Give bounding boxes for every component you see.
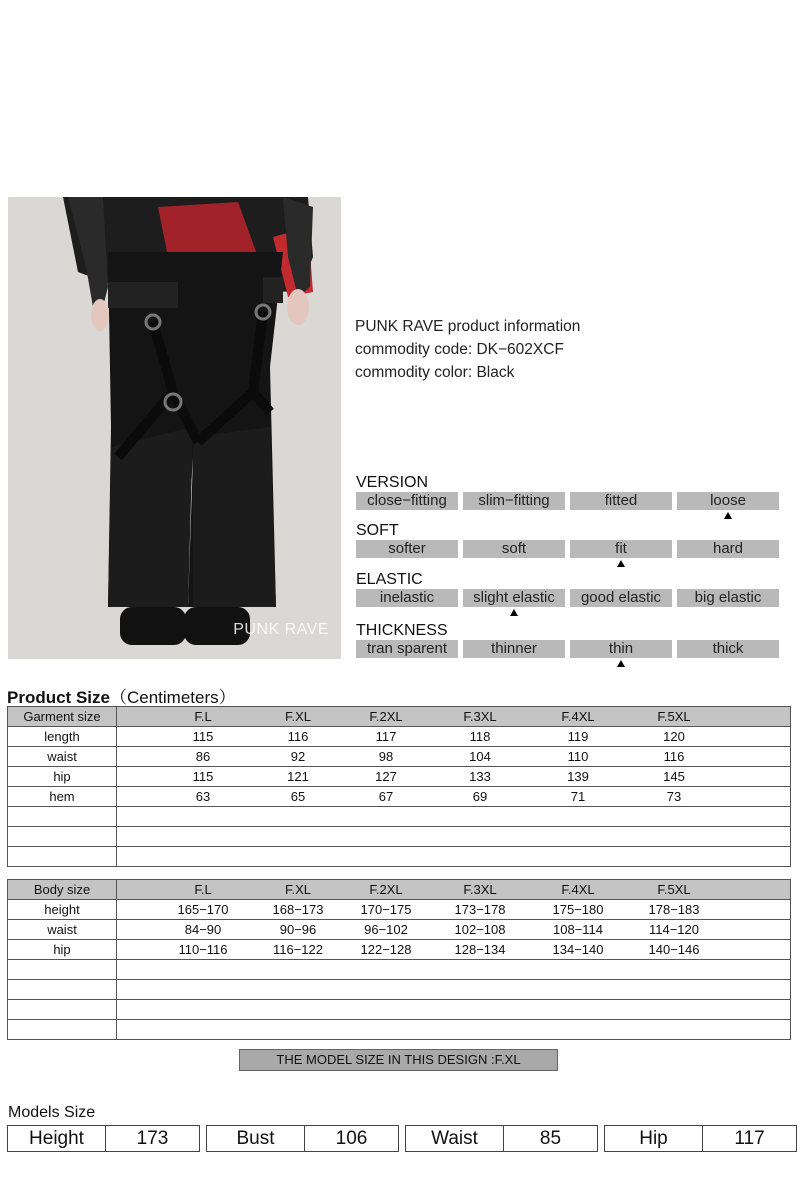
size-value: 133 bbox=[469, 769, 491, 784]
models-size-row bbox=[7, 1125, 797, 1152]
selected-marker-icon bbox=[617, 660, 625, 667]
model-measure-value: 173 bbox=[136, 1128, 169, 1149]
size-value: 128−134 bbox=[454, 942, 506, 957]
row-label: hem bbox=[8, 787, 117, 807]
product-size-title bbox=[7, 683, 236, 708]
size-value: 139 bbox=[567, 769, 589, 784]
attribute-option: hard bbox=[677, 540, 779, 558]
size-value: F.4XL bbox=[561, 882, 595, 897]
attribute-option: tran sparent bbox=[356, 640, 458, 658]
empty-cell bbox=[117, 827, 791, 847]
size-value: 71 bbox=[570, 789, 586, 804]
attribute-option: slight elastic bbox=[463, 589, 565, 607]
row-label: height bbox=[8, 900, 117, 920]
model-measure-group bbox=[206, 1125, 399, 1152]
model-measure-group bbox=[405, 1125, 598, 1152]
row-label: waist bbox=[8, 920, 117, 940]
table-row bbox=[8, 900, 791, 920]
size-value: 102−108 bbox=[454, 922, 506, 937]
table-row bbox=[8, 807, 791, 827]
table-row bbox=[8, 960, 791, 980]
info-color-line: commodity color: Black bbox=[355, 364, 515, 381]
size-value: 120 bbox=[663, 729, 685, 744]
size-value: F.3XL bbox=[463, 709, 497, 724]
size-value: 116−122 bbox=[272, 942, 324, 957]
row-label bbox=[8, 827, 117, 847]
attribute-option: thinner bbox=[463, 640, 565, 658]
table-row bbox=[8, 727, 791, 747]
model-measure-group bbox=[604, 1125, 797, 1152]
size-value: 116 bbox=[663, 749, 685, 764]
size-value: 86 bbox=[195, 749, 211, 764]
row-label: hip bbox=[8, 940, 117, 960]
attribute-title: ELASTIC bbox=[356, 571, 423, 588]
row-label bbox=[8, 1000, 117, 1020]
size-value: 122−128 bbox=[360, 942, 412, 957]
attribute-title: THICKNESS bbox=[356, 622, 448, 639]
attribute-option: thick bbox=[677, 640, 779, 658]
size-value: F.XL bbox=[284, 709, 312, 724]
garment-size-table bbox=[7, 706, 791, 867]
size-value: 178−183 bbox=[648, 902, 700, 917]
size-value: 115 bbox=[192, 729, 214, 744]
empty-cell bbox=[117, 1020, 791, 1040]
size-value: 92 bbox=[290, 749, 306, 764]
size-value: 67 bbox=[378, 789, 394, 804]
info-code-line: commodity code: DK−602XCF bbox=[355, 341, 564, 358]
attribute-option: big elastic bbox=[677, 589, 779, 607]
attribute-option: fit bbox=[570, 540, 672, 558]
size-value: 110−116 bbox=[178, 942, 228, 957]
row-label: hip bbox=[8, 767, 117, 787]
model-measure-group bbox=[7, 1125, 200, 1152]
attribute-option: thin bbox=[570, 640, 672, 658]
row-label bbox=[8, 847, 117, 867]
empty-cell bbox=[117, 847, 791, 867]
size-value: 117 bbox=[375, 729, 397, 744]
table-header-label: Garment size bbox=[8, 707, 117, 727]
size-value: 175−180 bbox=[552, 902, 604, 917]
table-row bbox=[8, 940, 791, 960]
attribute-option: slim−fitting bbox=[463, 492, 565, 510]
table-header-label: Body size bbox=[8, 880, 117, 900]
table-row bbox=[8, 980, 791, 1000]
size-value: 98 bbox=[378, 749, 394, 764]
size-value: 63 bbox=[195, 789, 211, 804]
size-value: 115 bbox=[192, 769, 214, 784]
product-size-unit: （Centimeters） bbox=[109, 688, 236, 707]
row-label bbox=[8, 960, 117, 980]
attribute-option: softer bbox=[356, 540, 458, 558]
size-value: F.5XL bbox=[657, 882, 691, 897]
selected-marker-icon bbox=[724, 512, 732, 519]
info-brand-line: PUNK RAVE product information bbox=[355, 318, 581, 335]
size-value: F.XL bbox=[284, 882, 312, 897]
product-photo bbox=[8, 197, 341, 659]
empty-cell bbox=[117, 1000, 791, 1020]
attribute-option: close−fitting bbox=[356, 492, 458, 510]
attribute-option: soft bbox=[463, 540, 565, 558]
row-label: waist bbox=[8, 747, 117, 767]
row-label bbox=[8, 807, 117, 827]
empty-cell bbox=[117, 960, 791, 980]
attribute-title: SOFT bbox=[356, 522, 399, 539]
size-value: 73 bbox=[666, 789, 682, 804]
models-size-title: Models Size bbox=[8, 1104, 96, 1121]
model-measure-value: 85 bbox=[539, 1128, 562, 1149]
model-size-note: THE MODEL SIZE IN THIS DESIGN :F.XL bbox=[239, 1049, 558, 1071]
product-info bbox=[355, 315, 580, 384]
model-measure-value: 117 bbox=[734, 1128, 765, 1149]
size-value: 108−114 bbox=[552, 922, 604, 937]
row-label bbox=[8, 1020, 117, 1040]
size-value: 65 bbox=[290, 789, 306, 804]
attribute-scale bbox=[356, 589, 779, 607]
size-value: 127 bbox=[375, 769, 397, 784]
table-row bbox=[8, 847, 791, 867]
size-value: 110 bbox=[567, 749, 589, 764]
table-header-row bbox=[8, 707, 791, 727]
size-value: 121 bbox=[287, 769, 309, 784]
model-measure-label: Bust bbox=[207, 1126, 305, 1151]
photo-watermark: PUNK RAVE bbox=[233, 621, 329, 638]
size-value: 90−96 bbox=[279, 922, 317, 937]
size-value: 104 bbox=[469, 749, 491, 764]
attribute-option: good elastic bbox=[570, 589, 672, 607]
size-value: F.4XL bbox=[561, 709, 595, 724]
selected-marker-icon bbox=[510, 609, 518, 616]
size-value: F.L bbox=[194, 709, 212, 724]
size-value: 140−146 bbox=[648, 942, 700, 957]
table-row bbox=[8, 920, 791, 940]
size-value: 168−173 bbox=[272, 902, 324, 917]
size-value: 116 bbox=[287, 729, 309, 744]
size-value: 134−140 bbox=[552, 942, 604, 957]
attribute-scale bbox=[356, 540, 779, 558]
size-value: 173−178 bbox=[454, 902, 506, 917]
size-value: 118 bbox=[469, 729, 491, 744]
table-row bbox=[8, 767, 791, 787]
attribute-scale bbox=[356, 640, 779, 658]
pants-illustration bbox=[8, 197, 341, 659]
table-row bbox=[8, 787, 791, 807]
size-value: 114−120 bbox=[648, 922, 700, 937]
attribute-option: loose bbox=[677, 492, 779, 510]
attribute-scale bbox=[356, 492, 779, 510]
size-value: 69 bbox=[472, 789, 488, 804]
row-label bbox=[8, 980, 117, 1000]
model-measure-label: Waist bbox=[406, 1126, 504, 1151]
model-measure-value: 106 bbox=[335, 1128, 368, 1149]
empty-cell bbox=[117, 807, 791, 827]
table-header-row bbox=[8, 880, 791, 900]
size-value: 96−102 bbox=[364, 922, 408, 937]
table-row bbox=[8, 827, 791, 847]
size-value: 84−90 bbox=[184, 922, 222, 937]
table-row bbox=[8, 1000, 791, 1020]
size-value: 145 bbox=[663, 769, 685, 784]
size-value: F.2XL bbox=[369, 882, 403, 897]
selected-marker-icon bbox=[617, 560, 625, 567]
size-value: F.L bbox=[194, 882, 212, 897]
empty-cell bbox=[117, 980, 791, 1000]
size-value: F.2XL bbox=[369, 709, 403, 724]
attribute-title: VERSION bbox=[356, 474, 429, 491]
size-value: F.5XL bbox=[657, 709, 691, 724]
product-size-label: Product Size bbox=[7, 688, 110, 707]
table-row bbox=[8, 747, 791, 767]
body-size-table bbox=[7, 879, 791, 1040]
attribute-option: inelastic bbox=[356, 589, 458, 607]
size-value: 170−175 bbox=[360, 902, 412, 917]
model-measure-label: Hip bbox=[605, 1126, 703, 1151]
model-measure-label: Height bbox=[8, 1126, 106, 1151]
size-value: F.3XL bbox=[463, 882, 497, 897]
attribute-option: fitted bbox=[570, 492, 672, 510]
size-value: 119 bbox=[567, 729, 589, 744]
table-row bbox=[8, 1020, 791, 1040]
size-value: 165−170 bbox=[177, 902, 229, 917]
row-label: length bbox=[8, 727, 117, 747]
